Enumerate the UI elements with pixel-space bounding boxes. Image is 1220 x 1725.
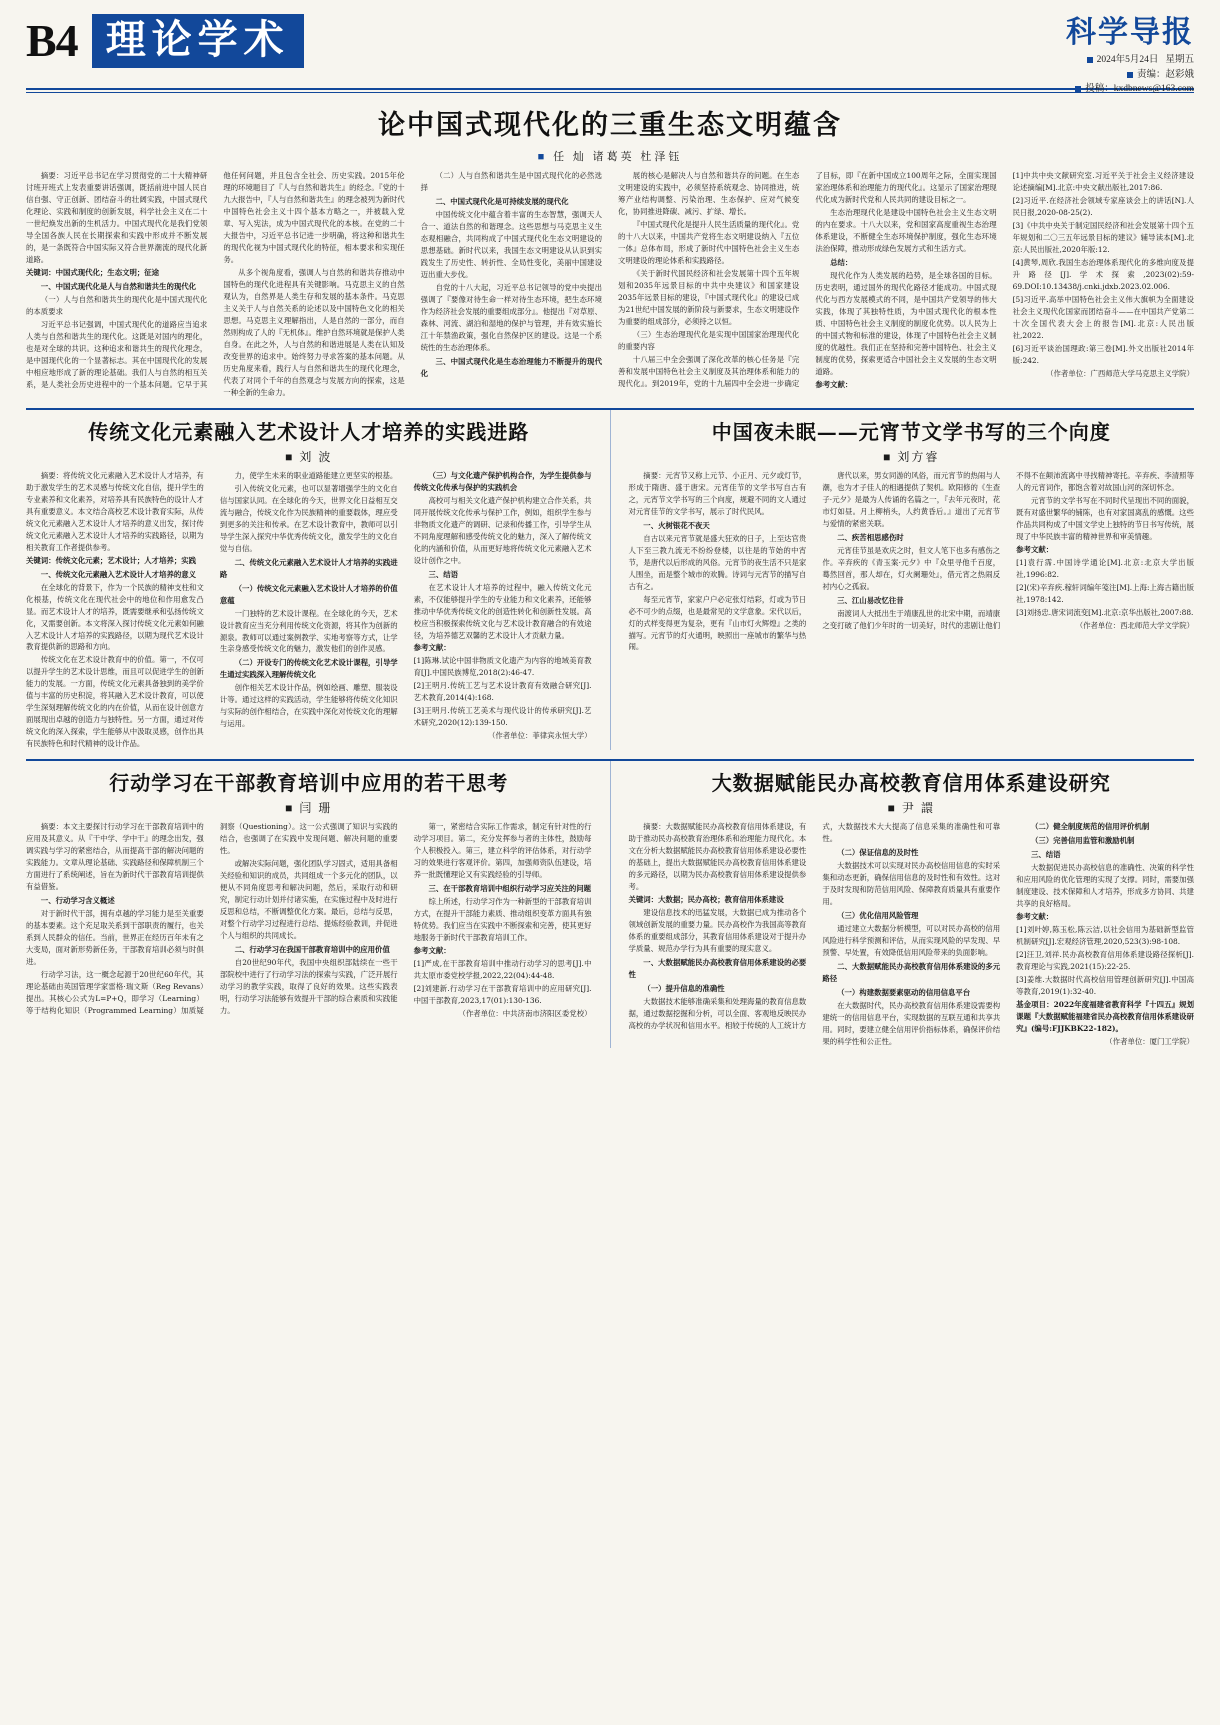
references-heading: 参考文献：	[1016, 912, 1054, 922]
reference-item: [1]中共中央文献研究室.习近平关于社会主义经济建设论述摘编[M].北京:中央文献出版社,2017:86.	[1012, 171, 1194, 192]
section-heading: （一）构建数据要素驱动的信用信息平台	[837, 988, 971, 998]
paragraph: 中国传统文化中蕴含着丰富的生态智慧，强调天人合一、道法自然的和谐理念。这些思想与马克思主义生态观相融合，共同构成了中国式现代化生态文明建设的思想基础。新时代以来，我国生态文明建设从认识到实践发生了历史性、转折性、全局性变化，美丽中国建设迈出重大步伐。	[420, 209, 602, 279]
paragraph: 或解决实际问题，强化团队学习固式，适用具备相关经验和知识的成员，共同组成一个多元化的团队，以便从不同角度思考和解决问题，然后，采取行动和研究，制定行动计划并付诸实施，在实施过程中及时进行反思和总结，不断调整优化方案。最后，总结与反思，对整个行动学习过程进行总结、提炼经验教训，并促进个人与组织的共同成长。	[219, 859, 398, 941]
article4-author: 闫 珊	[299, 801, 333, 816]
abstract: 摘要：将传统文化元素融入艺术设计人才培养，有助于激发学生的艺术灵感与传统文化自信，提升学生的专业素养和文化素养，对培养具有民族特色的设计人才具有重要意义。本文结合高校艺术设计教育实际，从传统文化元素融入艺术设计人才培养的意义出发，探讨传统文化元素融入艺术设计人才培养的实践路径，以期为相关教育工作者提供参考。	[26, 470, 204, 552]
article2-byline: ■ 刘 波	[285, 449, 333, 464]
reference-item: [2]王明月.传统工艺与艺术设计教育有效融合研究[J].艺术教育,2014(4):168.	[413, 681, 592, 703]
article4-title: 行动学习在干部教育培训中应用的若干思考	[109, 771, 509, 796]
reference-item: [2](宋)辛弃疾.稼轩词编年笺注[M].上海:上海古籍出版社,1978:142.	[1016, 582, 1194, 604]
article5-body	[629, 821, 1195, 1048]
submission-email: 投稿：kxdbnews@163.com	[1085, 84, 1194, 95]
paragraph: 『中国式现代化是提升人民生活质量的现代化』。党的十八大以来，中国共产党将生态文明建设纳入『五位一体』总体布局，形成了新时代中国特色社会主义生态文明建设的理论体系和实践路径。	[617, 219, 800, 265]
section-heading: （一）提升信息的准确性	[643, 984, 725, 994]
section-heading: 一、火树银花不夜天	[643, 520, 710, 530]
issue-weekday: 星期五	[1165, 55, 1194, 65]
section-heading: （二）健全制度规范的信用评价机制	[1030, 822, 1150, 832]
conclusion: 现代化作为人类发展的趋势，是全球各国的目标。历史表明，通过国外的现代化路径才能成功。中国式现代化与西方发展模式的不同，是中国共产党领导的伟大实践，体现了其独特性质，为中国式现代化的根本性质、中国特色社会主义制度的制度化优势。以人民为上的中国式物和标准的建设，体现了中国特色社会主义制度的优越性。我们正在坚持和完善中国特色、社会主义制度的优势，探索更适合中国社会主义发展的生态文明道路。	[815, 270, 997, 376]
section-heading: 二、大数据赋能民办高校教育信用体系建设的多元路径	[822, 962, 1001, 984]
masthead-rule-thin	[26, 92, 1194, 93]
reference-item: [1]陈琳.试论中国非物质文化遗产为内容的地域美育教育[J].中国民族博览,2018(2):46-47.	[413, 656, 592, 678]
paragraph: 展的核心是解决人与自然和谐共存的问题。在生态文明建设的实践中，必须坚持系统观念、协同推进，统筹产业结构调整、污染治理、生态保护、应对气候变化，协同推进降碳、减污、扩绿、增长。	[617, 171, 800, 216]
abstract: 摘要：大数据赋能民办高校教育信用体系建设，有助于推动民办高校教育治理体系和治理能力现代化。本文在分析大数据赋能民办高校教育信用体系建设必要性的基础上，提出大数据赋能民办高校教育信用体系建设的多元路径，以期为民办高校教育信用体系建设提供参考。	[628, 822, 807, 892]
article3-title: 中国夜未眠——元宵节文学书写的三个向度	[711, 419, 1111, 444]
paragraph: 第一，紧密结合实际工作需求，制定有针对性的行动学习项目。第二，充分发挥参与者的主体性，鼓励每个人积极投入。第三，建立科学的评估体系，对行动学习的效果进行客观评价。第四，加强师资队伍建设，培养一批既懂理论又有实践经验的引导师。	[413, 822, 592, 880]
paragraph: （二）人与自然和谐共生是中国式现代化的必然选择	[420, 171, 602, 192]
reference-item: [2]习近平.在经济社会领域专家座谈会上的讲话[N].人民日报,2020-08-25(2).	[1012, 195, 1194, 217]
paragraph: 力，使学生未来的职业道路能建立更坚实的根基。	[234, 470, 398, 480]
fund-note: 基金项目：2022年度福建省教育科学『十四五』规划课题『大数据赋能福建省民办高校教育信用体系建设研究』(编号:FJJKBK22-182)。	[1016, 1000, 1194, 1034]
section-heading: 三、结语	[1030, 850, 1061, 860]
references-heading: 参考文献：	[413, 643, 451, 653]
article3-body	[629, 470, 1195, 654]
section-heading: 二、疾苦相思感伤时	[837, 532, 904, 542]
article-main	[26, 103, 1194, 399]
article2-title: 传统文化元素融入艺术设计人才培养的实践进路	[88, 419, 530, 444]
paragraph: 《关于新时代国民经济和社会发展第十四个五年规划和2035年远景目标的中共中央建议》和国家建设2035年远景目标的建设，『中国式现代化』的建设已成为21世纪中国发展的新阶段与新要求，生态文明建设作为重要的组成部分，必须持之以恒。	[617, 268, 800, 326]
conclusion-heading: 总结：	[830, 257, 853, 267]
reference-item: [3]《中共中央关于制定国民经济和社会发展第十四个五年规划和二〇三五年远景目标的建议》辅导读本[M].北京:人民出版社,2020年版:12.	[1012, 220, 1194, 254]
section-heading: （二）开设专门的传统文化艺术设计课程，引导学生通过实践深入理解传统文化	[219, 658, 398, 680]
article-main-title: 论中国式现代化的三重生态文明蕴含	[378, 110, 842, 141]
paragraph: 在全球化的背景下，作为一个民族的精神支柱和文化根基，传统文化在现代社会中的地位和作用愈发凸显。而艺术设计人才的培养，既需要继承和弘扬传统文化，又需要创新。本文将深入探讨传统文化元素如何融入艺术设计人才培养的实践路径，以期为现代艺术设计教育提供新的思路和方向。	[26, 582, 204, 652]
abstract: 摘要：元宵节又称上元节、小正月、元夕或灯节，形成于隋唐、盛于唐宋。元宵佳节的文学书写自古有之，元宵节文学书写的三个向度，规避不同的文人通过对元宵佳节的文学书写，展示了时代民风。	[628, 470, 807, 516]
section-heading: 一、传统文化元素融入艺术设计人才培养的意义	[40, 569, 197, 579]
article2-author: 刘 波	[299, 449, 333, 464]
paragraph: 大数据促进民办高校信息的准确性、决策的科学性和应用风险的优化管理的实现了支撑。同时，需要加强制度建设、技术保障和人才培养，形成多方协同、共建共享的良好格局。	[1016, 863, 1194, 909]
references-heading: 参考文献：	[1016, 544, 1054, 554]
paragraph: 行动学习法，这一概念起源于20世纪60年代，其理论基础由英国管理学家雷格·瑞文斯（Reg Revans）提出。其核心公式为L=P+Q，即学习（Learning）等于结构化知识（Programmed Learning）加质疑洞察（Questioning）。这一公式强调了知识与实践的结合，也强调了在实践中发现问题、解决问题的重要性。	[26, 822, 398, 1016]
section-heading: 二、传统文化元素融入艺术设计人才培养的实践进路	[219, 557, 398, 579]
section-heading: （三）与文化遗产保护机构合作，为学生提供参与传统文化传承与保护的实践机会	[413, 470, 592, 492]
reference-item: [1]刘叶婷,陈玉松,陈云洁,以社会信用为基础新型监管机制研究[J].宏观经济管理,2020,523(3):98-108.	[1016, 925, 1194, 947]
affiliation: （作者单位：广西师范大学马克思主义学院）	[1046, 368, 1194, 378]
section-heading: 三、在干部教育培训中组织行动学习应关注的问题	[428, 884, 592, 894]
masthead-rule	[26, 88, 1194, 90]
paragraph: 十八届三中全会强调了深化改革的核心任务是『完善和发展中国特色社会主义制度及其治理体系和能力的现代化』。到2019年，党的十九届四中全会进一步确定了目标，即『在新中国成立100周年之际，全面实现国家治理体系和治理能力的现代化』。这显示了国家治理现代化成为新时代党和人民共同的建设目标之一。	[617, 171, 997, 388]
paragraph: 生态治理现代化是建设中国特色社会主义生态文明的内在要求。十八大以来，党和国家高度重视生态治理体系建设，不断健全生态环境保护制度，强化生态环境法治保障，推动形成绿色发展方式和生活方式。	[815, 207, 997, 253]
reference-item: [6]习近平谈治国理政:第三卷[M].外文出版社2014年版:242.	[1012, 343, 1194, 365]
reference-item: [4]黄琴,周欣.我国生态治理体系现代化的多维向度及提升路径[J].学术探索,2023(02):59-69.DOI:10.13438/j.cnki.jdxb.2023.02.006.	[1012, 257, 1194, 291]
article-traditional-culture	[26, 410, 592, 751]
paragraph: 唐代以来，男女同游的风俗，而元宵节的热闹与人潮，也为才子佳人的相遇提供了契机。欧阳修的《生查子·元夕》是最为人传诵的名篇之一，『去年元夜时，花市灯如昼。月上柳梢头，人约黄昏后。』道出了元宵节与爱情的紧密关联。	[822, 470, 1001, 528]
keywords: 关键词：大数据；民办高校；教育信用体系建设	[628, 895, 784, 905]
bullet-icon	[1087, 57, 1093, 63]
article-main-body	[26, 170, 1194, 399]
paragraph: 一门独特的艺术设计课程。在全球化的今天，艺术设计教育应当充分利用传统文化资源，将其作为创新的源泉。教师可以通过案例教学、实地考察等方式，让学生亲身感受传统文化的魅力，激发他们的创作灵感。	[219, 608, 398, 654]
section-heading: 一、行动学习含义概述	[40, 896, 115, 906]
section-heading: 三、中国式现代化是生态治理能力不断提升的现代化	[420, 356, 602, 378]
article4-byline: ■ 闫 珊	[285, 801, 333, 816]
keywords: 关键词：传统文化元素；艺术设计；人才培养；实践	[26, 555, 196, 565]
section-heading: （三）完善信用监管和激励机制	[1030, 836, 1135, 846]
article5-title: 大数据赋能民办高校教育信用体系建设研究	[711, 771, 1111, 796]
abstract: 摘要：习近平总书记在学习贯彻党的二十大精神研讨班开班式上发表重要讲话强调，既括前进中国人民自信自强、守正创新、团结奋斗的壮阔实践，中国式现代化理论、实践和制度的创新发展，科学社会主义在二十一世纪焕发出新的生机活力。中国式现代化是我们党领导全国各族人民在长期探索和实践中形成并不断发展的，是一条既符合中国实际又符合世界潮流的现代化新道路。	[26, 171, 208, 264]
reference-item: [3]姜维.大数据时代高校信用管理创新研究[J].中国高等教育,2019(1):32-40.	[1016, 975, 1194, 997]
paragraph: 大数据技术能够准确采集和处理海量的教育信息数据，通过数据挖掘和分析，可以全面、客观地反映民办高校的办学状况和信用水平。相较于传统的人工统计方式，大数据技术大大提高了信息采集的准确性和可靠性。	[628, 822, 1001, 1031]
section-heading: （三）优化信用风险管理	[837, 911, 919, 921]
editor-name: 责编：赵彩娥	[1136, 69, 1194, 80]
reference-item: [2]刘建新.行动学习在干部教育培训中的应用研究[J].中国干部教育,2023,17(01):130-136.	[413, 984, 592, 1006]
article5-byline: ■ 尹 譞	[887, 801, 935, 816]
issue-date: 2024年5月24日	[1096, 55, 1159, 65]
affiliation: （作者单位：菲律宾永恒大学）	[488, 731, 592, 741]
paragraph: 南渡词人大抵出生于靖康乱世的北宋中期，而靖康之变打破了他们少年时的一切美好，时代的悲剧让他们不得不在颠沛流离中寻找精神寄托。辛弃疾、李清照等人的元宵词作，都饱含着对故国山河的深切怀念。	[822, 470, 1194, 630]
paragraph: 元宵节的文学书写在不同时代呈现出不同的面貌，既有对盛世繁华的铺陈，也有对家国离乱的感慨。这些作品共同构成了中国文学史上独特的节日书写传统，展现了中华民族丰富的精神世界和审美情趣。	[1016, 495, 1194, 541]
paragraph: （三）生态治理现代化是实现中国国家治理现代化的重要内容	[617, 329, 800, 351]
masthead-meta	[1066, 53, 1194, 97]
paragraph: 建设信息技术的迅猛发展，大数据已成为推动各个领域创新发展的重要力量。民办高校作为我国高等教育体系的重要组成部分，其教育信用体系建设对于提升办学质量、规范办学行为具有重要的现实意义。	[628, 908, 807, 954]
section-heading: 一、大数据赋能民办高校教育信用体系建设的必要性	[628, 958, 807, 980]
article-bigdata-credit	[610, 761, 1195, 1048]
bullet-icon	[1127, 72, 1133, 78]
section-heading: 二、中国式现代化是可持续发展的现代化	[435, 196, 569, 206]
section-heading: 三、江山易改忆往昔	[837, 595, 904, 605]
section-heading: 一、中国式现代化是人与自然和谐共生的现代化	[40, 281, 197, 291]
paragraph: 从多个视角度看，强调人与自然的和谐共存推动中国特色的现代化进程具有关键影响。马克思主义的自然观认为，自然界是人类生存和发展的基本条件。马克思主义关于人与自然关系的论述以及中国特色文化的相关思想。马克思主义理解指出，人是自然的一部分，而自然则构成了人的『无机体』。维护自然环境就是保护人类自身。在此之外，人与自然的和谐进展是人类在认知及改变世界的追求中。始终努力寻求答案的基本问题。从历史角度来看，践行人与自然和谐共生的现代化理念，代表了对同个千年的自然观念与发展方向的探索，这是一种全新的生命力。	[223, 267, 405, 397]
paragraph: 元宵佳节虽是欢庆之时，但文人笔下也多有感伤之作。辛弃疾的《青玉案·元夕》中『众里寻他千百度，蓦然回首，那人却在，灯火阑珊处』，借元宵之热闹反衬内心之孤寂。	[822, 545, 1001, 591]
section-heading: （二）保证信息的及时性	[837, 848, 919, 858]
paragraph: 大数据技术可以实现对民办高校信用信息的实时采集和动态更新，确保信用信息的及时性和有效性。这对于及时发现和防范信用风险、保障教育质量具有重要作用。	[822, 861, 1001, 907]
paragraph: 综上所述，行动学习作为一种新型的干部教育培训方式，在提升干部能力素质、推动组织变革方面具有独特优势。我们应当在实践中不断探索和完善，使其更好地服务于新时代干部教育培训工作。	[413, 897, 592, 943]
article-action-learning	[26, 761, 592, 1048]
articles-row-2	[26, 410, 1194, 751]
paragraph: 创作相关艺术设计作品，例如绘画、雕塑、服装设计等。通过这样的实践活动，学生能够将传统文化知识与实际的创作相结合，在实践中深化对传统文化的理解与运用。	[219, 683, 398, 729]
references-heading: 参考文献：	[413, 946, 451, 956]
section-heading: 二、行动学习在我国干部教育培训中的应用价值	[234, 945, 390, 955]
paragraph: 在艺术设计人才培养的过程中，融入传统文化元素，不仅能够提升学生的专业能力和文化素养，还能够推动中华优秀传统文化的创造性转化和创新性发展。高校应当积极探索传统文化与艺术设计教育融合的有效途径，为培养德艺双馨的艺术设计人才贡献力量。	[413, 582, 592, 640]
reference-item: [5]习近平.高举中国特色社会主义伟大旗帜为全面建设社会主义现代化国家而团结奋斗——在中国共产党第二十次全国代表大会上的报告[M].北京:人民出版社,2022.	[1012, 294, 1194, 340]
article-main-byline: ■ 任 灿 诸葛英 杜泽钰	[537, 151, 683, 163]
paragraph: 习近平总书记强调，中国式现代化的道路应当追求人类与自然和谐共生的现代化。这既是对国内的理化，也是对全球的共识。这种追求和谐共生的现代化理念，是中国现代化的一个显著标志。其在中国现代化的发展中相应地形成了新的理论基础。我们人与自然的相互关系，是人类社会历史进程中的一个基本问题。它早于其他任何问题，并且包含全社会、历史实践。2015年伦理的环境题目了『人与自然和谐共生』的经念。『党的十九大报告中，『人与自然和谐共生』的理念被列为新时代中国特色社会主义十四个基本方略之一，并被载入党章、写入宪法，成为中国式现代化的本核。在党的二十大报告中，习近平总书记进一步明确，将这种和谐共生的现代化视为中国式现代化的特征，相本要求和实现任务。	[26, 171, 405, 389]
paragraph: （一）人与自然和谐共生的现代化是中国式现代化的本质要求	[26, 294, 208, 316]
reference-item: [1]严成,在干部教育培训中推动行动学习的思考[J].中共太原市委党校学报,2022,22(04):44-48.	[413, 959, 592, 981]
paragraph: 在大数据时代，民办高校教育信用体系建设需要构建统一的信用信息平台，实现数据的互联互通和共享共用。同时，要建立健全信用评价指标体系，确保评价结果的科学性和公正性。	[822, 1001, 1001, 1047]
article3-author: 刘方睿	[897, 449, 940, 464]
references-heading: 参考文献：	[815, 379, 853, 389]
paragraph: 传统文化在艺术设计教育中的价值。第一，不仅可以提升学生的艺术设计思维，而且可以促进学生的创新能力的发展。一方面，传统文化元素具备独到的美学价值与丰富的历史积淀，将其融入艺术设计教育，可以使学生深刻理解传统文化的内在价值，从而在设计创意方面展现出卓越的创造力与独特性。另一方面，通过对传统文化的深入探索，学生能够从中汲取灵感，创作出具有民族特色和时代精神的设计作品。	[26, 655, 204, 749]
article5-author: 尹 譞	[901, 801, 935, 816]
articles-row-3	[26, 761, 1194, 1048]
reference-item: [3]刘扬忠.唐宋词流变[M].北京:京华出版社,2007:88.	[1016, 607, 1194, 617]
keywords: 关键词：中国式现代化；生态文明；征途	[26, 267, 160, 277]
abstract: 摘要：本文主要探讨行动学习在干部教育培训中的应用及其意义。从『干中学、学中干』的理念出发，强调实践与学习的紧密结合，从而提高干部的解决问题的实践能力。文章从理论基础、实践路径和保障机制三个方面进行了系统阐述，旨在为新时代干部教育培训提供有益借鉴。	[26, 822, 204, 892]
paragraph: 引入传统文化元素，也可以显著增强学生的文化自信与国家认同。在全球化的今天，世界文化日益相互交流与融合，传统文化作为民族精神的重要载体，理应受到更多的关注和传承。在艺术设计教育中，教师可以引导学生深入探究中华优秀传统文化，激发学生的文化自觉与自信。	[219, 483, 398, 553]
article-main-authors: 任 灿 诸葛英 杜泽钰	[553, 151, 683, 163]
affiliation: （作者单位：西北师范大学文学院）	[1075, 620, 1194, 630]
reference-item: [2]汪卫,刘祥.民办高校教育信用体系建设路径探析[J].教育理论与实践,2021(15):22-25.	[1016, 950, 1194, 972]
section-heading: （一）传统文化元素融入艺术设计人才培养的价值意蕴	[219, 583, 398, 605]
affiliation: （作者单位：中共济南市济阳区委党校）	[458, 1009, 592, 1019]
article3-byline: ■ 刘方睿	[883, 449, 940, 464]
paragraph: 通过建立大数据分析模型，可以对民办高校的信用风险进行科学预测和评估，从而实现风险的早发现、早预警、早处置，有效降低信用风险带来的负面影响。	[822, 924, 1001, 958]
masthead-right	[1066, 14, 1194, 97]
paragraph: 自20世纪90年代，我国中央组织部陆续在一些干部院校中进行了行动学习法的探索与实践，广泛开展行动学习的教学实践，取得了良好的效果。这些实践表明，行动学习法能够有效提升干部的综合素质和实践能力。	[219, 958, 398, 1016]
page-number: B4	[26, 15, 78, 66]
section-title: 理论学术	[92, 14, 304, 68]
article2-body	[26, 470, 592, 751]
paragraph: 自党的十八大起，习近平总书记领导的党中央提出强调了『要像对待生命一样对待生态环境，把生态环境作为经济社会发展的重要组成部分』。他提出『对草原、森林、河流、湖泊和湿地的保护与管理，并有效实施长江十年禁渔政策，强化自然保护区的建设。这是一个系统性的生态治理体系。	[420, 282, 602, 352]
paragraph: 高校可与相关文化遗产保护机构建立合作关系，共同开展传统文化传承与保护工作，例如，组织学生参与非物质文化遗产的调研、记录和传播工作，引导学生从不同角度理解和感受传统文化的魅力，深入了解传统文化的内涵和价值，从而更好地将传统文化元素融入艺术设计创作之中。	[413, 495, 592, 565]
paragraph: 每至元宵节，家家户户必定张灯结彩，灯或为节日必不可少的点缀，也是最常见的文学意象。宋代以后，灯的式样变得更为复杂，更有『山市灯火辉煌』之类的描写。元宵节的灯火通明，映照出一座城市的繁华与热闹。	[628, 594, 807, 652]
paragraph: 对于新时代干部，拥有卓越的学习能力是至关重要的基本要素。这个充足取关系到干部职责的履行，也关系到人民群众的信任。当前，世界正在经历百年未有之大变局，面对新形势新任务，干部教育培训必须与时俱进。	[26, 909, 204, 967]
bullet-icon	[1075, 86, 1081, 92]
masthead	[26, 14, 1194, 95]
affiliation: （作者单位：厦门工学院）	[1105, 1037, 1194, 1047]
reference-item: [3]王明月.传统工艺美术与现代设计的传承研究[J].艺术研究,2020(12):139-150.	[413, 706, 592, 728]
reference-item: [1]袁行霈.中国诗学通论[M].北京:北京大学出版社,1996:82.	[1016, 557, 1194, 579]
section-heading: 三、结语	[428, 569, 459, 579]
paragraph: 自古以来元宵节就是盛大狂欢的日子，上至达官贵人下至三教九流无不纷纷登楼，以往是的节始的中宵节，是唐代以后形成的风俗。元宵节的夜生活不只是家人围坐，而是整个城市的欢腾。诗词与元宵节的描写自古有之。	[628, 533, 807, 591]
article-lantern-festival	[610, 410, 1195, 751]
paper-name: 科学导报	[1066, 15, 1194, 50]
masthead-left	[26, 14, 304, 68]
article4-body	[26, 821, 592, 1020]
